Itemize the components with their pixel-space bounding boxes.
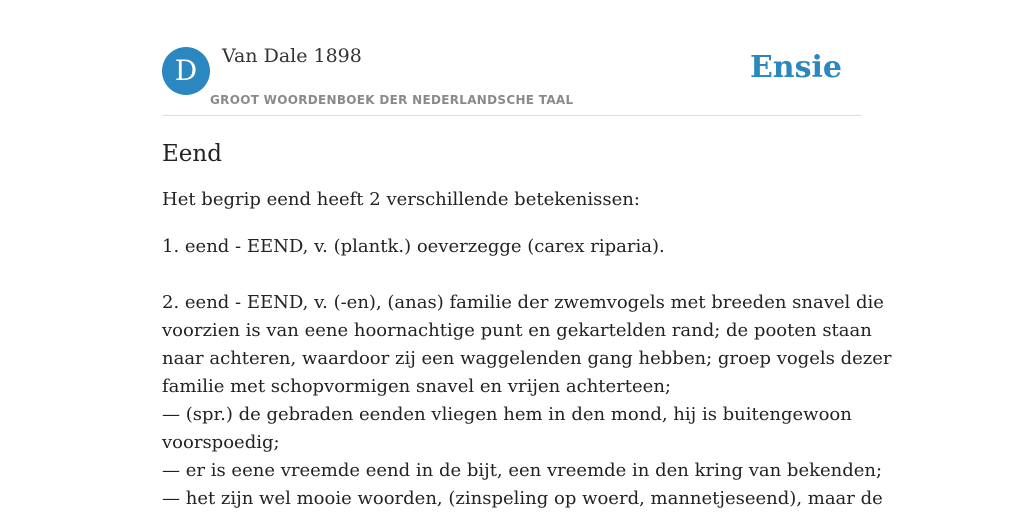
definition-2: [162, 289, 892, 512]
header: [162, 0, 862, 116]
definition-line: voorspoedig;: [162, 432, 280, 453]
entry-content: [162, 136, 892, 512]
definition-line: — er is eene vreemde eend in de bijt, een vreemde in den kring van bekenden;: [162, 460, 883, 481]
source-title[interactable]: Van Dale 1898: [222, 45, 362, 67]
definition-line: — (spr.) de gebraden eenden vliegen hem in den mond, hij is buitengewoon: [162, 404, 852, 425]
brand-logo-link[interactable]: Ensie: [749, 50, 842, 85]
definition-line: familie met schopvormigen snavel en vrijen achterteen;: [162, 376, 671, 397]
definition-line: — het zijn wel mooie woorden, (zinspeling op woerd, mannetjeseend), maar de: [162, 488, 883, 509]
source-avatar[interactable]: D: [162, 47, 210, 95]
definition-line: 2. eend - EEND, v. (-en), (anas) familie der zwemvogels met breeden snavel die: [162, 292, 884, 313]
source-subtitle: GROOT WOORDENBOEK DER NEDERLANDSCHE TAAL: [210, 93, 574, 107]
definition-line: voorzien is van eene hoornachtige punt en gekartelden rand; de pooten staan: [162, 320, 872, 341]
entry-intro: Het begrip eend heeft 2 verschillende betekenissen:: [162, 189, 640, 210]
definition-line: naar achteren, waardoor zij een waggelenden gang hebben; groep vogels dezer: [162, 348, 892, 369]
entry-title: Eend: [162, 141, 222, 167]
definition-1: 1. eend - EEND, v. (plantk.) oeverzegge (carex riparia).: [162, 236, 665, 257]
